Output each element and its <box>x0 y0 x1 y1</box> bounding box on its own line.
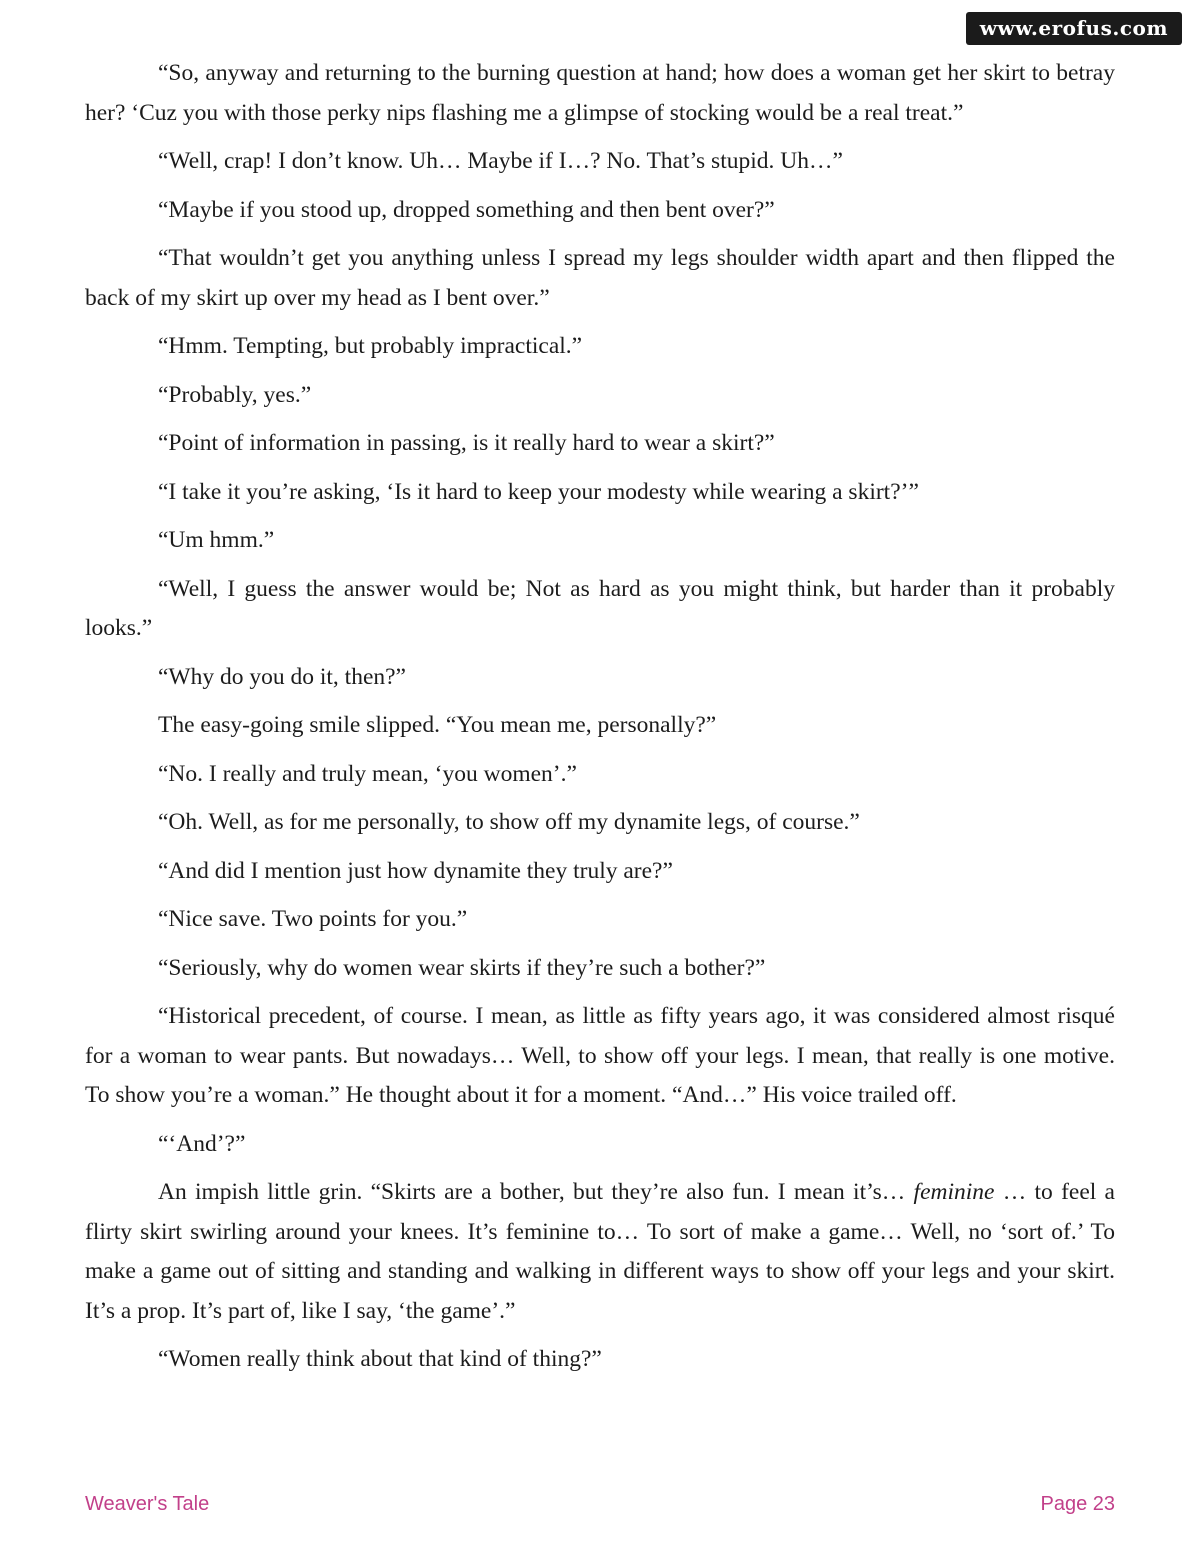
paragraph: “And did I mention just how dynamite they truly are?” <box>158 857 673 884</box>
paragraph: “Why do you do it, then?” <box>158 663 406 690</box>
paragraph: “I take it you’re asking, ‘Is it hard to keep your modesty while wearing a skirt?’” <box>158 478 919 505</box>
paragraph: “Well, crap! I don’t know. Uh… Maybe if I…? No. That’s stupid. Uh…” <box>158 148 843 174</box>
paragraph: “So, anyway and returning to the burning question at hand; how does a woman get her skirt to betray her? ‘Cuz you with those perky nips flashing me a glimpse of stocking would be a real treat.” <box>85 60 1115 126</box>
paragraph: “Women really think about that kind of thing?” <box>158 1346 602 1372</box>
paragraph-text-part: … to feel a flirty skirt swirling around your knees. It’s feminine to… To sort of make a game… Well, no ‘sort of.’ To make a game out of sitting and standing and walking in different ways to show off your legs and your skirt. It’s a prop. It’s part of, like I say, ‘the game’.” <box>85 1179 1115 1324</box>
page-body <box>85 54 1115 1389</box>
paragraph: “Seriously, why do women wear skirts if they’re such a bother?” <box>158 954 766 981</box>
watermark-badge: www.erofus.com <box>966 12 1182 45</box>
paragraph: “Well, I guess the answer would be; Not as hard as you might think, but harder than it probably looks.” <box>85 575 1115 641</box>
paragraph: The easy-going smile slipped. “You mean me, personally?” <box>158 712 717 738</box>
paragraph: “Historical precedent, of course. I mean, as little as fifty years ago, it was considered almost risqué for a woman to wear pants. But nowadays… Well, to show off your legs. I mean, that really is one motive. To show you’re a woman.” He thought about it for a moment. “And…” His voice trailed off. <box>85 1003 1115 1108</box>
footer-page-number: Page 23 <box>1040 1493 1115 1515</box>
paragraph: “‘And’?” <box>158 1130 246 1157</box>
paragraph: “Hmm. Tempting, but probably impractical.” <box>158 333 583 359</box>
footer-book-title: Weaver's Tale <box>85 1493 210 1515</box>
paragraph: “Um hmm.” <box>158 527 275 553</box>
paragraph: “Point of information in passing, is it really hard to wear a skirt?” <box>158 430 775 456</box>
italic-emphasis: feminine <box>913 1179 995 1205</box>
paragraph: “Probably, yes.” <box>158 381 312 408</box>
paragraph: “That wouldn’t get you anything unless I spread my legs shoulder width apart and then flipped the back of my skirt up over my head as I bent over.” <box>85 245 1115 311</box>
paragraph: “Nice save. Two points for you.” <box>158 906 468 932</box>
paragraph: “Maybe if you stood up, dropped something and then bent over?” <box>158 196 775 223</box>
paragraph-text-part: An impish little grin. “Skirts are a bother, but they’re also fun. I mean it’s… <box>158 1179 914 1205</box>
paragraph-impish-grin <box>85 1173 1115 1331</box>
paragraph: “No. I really and truly mean, ‘you women’.” <box>158 760 577 787</box>
paragraph: “Oh. Well, as for me personally, to show off my dynamite legs, of course.” <box>158 809 860 835</box>
